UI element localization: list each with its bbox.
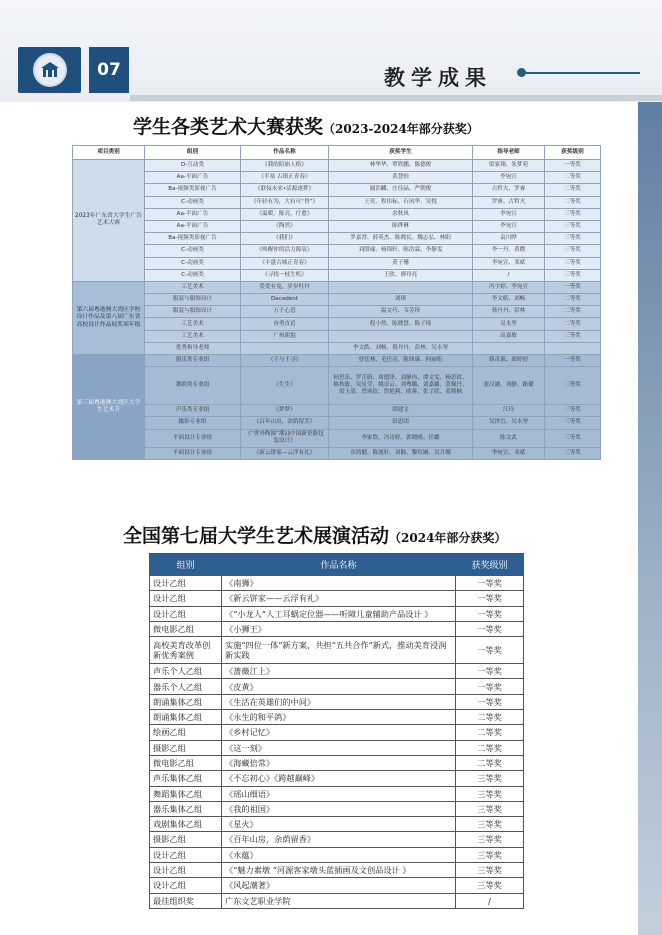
advisor-cell: 梁家翔、朱梦苑 (473, 160, 545, 172)
work-cell: 爱爱有兔，岁岁牡丹 (241, 281, 329, 293)
table-row (150, 694, 524, 709)
heading-rule (522, 72, 640, 74)
exhibition-awards-table (149, 553, 524, 909)
work-cell: 《水蕴》 (222, 847, 456, 862)
group-cell: 舞蹈类专业组 (145, 367, 241, 405)
column-header: 作品名称 (222, 554, 456, 576)
group-cell: C-动画类 (145, 257, 241, 269)
award-cell: 三等奖 (456, 801, 524, 816)
table-row (73, 196, 601, 208)
advisor-cell: / (473, 269, 545, 281)
table-row (150, 606, 524, 621)
work-cell: 《这一刻》 (222, 740, 456, 755)
work-cell: 《年轻有为，大有可“胃”》 (241, 196, 329, 208)
column-header: 获奖级别 (545, 146, 601, 160)
table-row (150, 801, 524, 816)
students-cell: 陈烨琳 (329, 220, 473, 232)
group-cell: Aa-平面广告 (145, 208, 241, 220)
students-cell: 曾廷林、毛任亮、陈伟康、何丽衔 (329, 355, 473, 367)
advisor-cell (473, 342, 545, 354)
table-row (150, 878, 524, 893)
table-row (73, 184, 601, 196)
group-cell: 服装与服饰设计 (145, 294, 241, 306)
group-cell: 声乐类专业组 (145, 405, 241, 417)
work-cell: 广东文艺职业学院 (222, 893, 456, 908)
column-header: 组别 (150, 554, 222, 576)
students-cell (329, 330, 473, 342)
work-cell: 《陶然》 (241, 220, 329, 232)
group-cell: 朗诵集体乙组 (150, 694, 222, 709)
table-row (73, 245, 601, 257)
work-cell: 《“小龙人”人工耳蜗定位器——听障儿童辅助产品设计 》 (222, 606, 456, 621)
work-cell: 《星火》 (222, 817, 456, 832)
award-cell: 一等奖 (545, 355, 601, 367)
award-cell: 二等奖 (456, 710, 524, 725)
table-row (73, 220, 601, 232)
students-cell (329, 281, 473, 293)
award-cell: 一等奖 (456, 621, 524, 636)
group-cell: 设计乙组 (150, 863, 222, 878)
students-cell: 胡建文 (329, 405, 473, 417)
students-cell: 刘殷瑜、杨锦轩、陈浩霖、李静雯 (329, 245, 473, 257)
table-row (73, 417, 601, 429)
work-cell: 《新云饼家—云浮有礼》 (241, 447, 329, 459)
table-row (73, 233, 601, 245)
group-cell: 最佳组织奖 (150, 893, 222, 908)
group-cell: 服装与服饰设计 (145, 306, 241, 318)
category-cell: 第三届粤港澳大湾区大学生艺术节 (73, 355, 145, 460)
award-cell: 二等奖 (456, 740, 524, 755)
table-row (73, 306, 601, 318)
group-cell: 器乐类专业组 (145, 355, 241, 367)
group-cell: 设计乙组 (150, 847, 222, 862)
advisor-cell: 古哲夫、罗睿 (473, 184, 545, 196)
table-row (150, 832, 524, 847)
work-cell: 《唤醒你的活力源泉》 (241, 245, 329, 257)
advisor-cell: 冯宇婷、李宛宣 (473, 281, 545, 293)
table-row (73, 281, 601, 293)
table-row (73, 294, 601, 306)
table-row (73, 405, 601, 417)
column-header: 获奖学生 (329, 146, 473, 160)
advisor-cell: 李宛宣、邓斌 (473, 257, 545, 269)
table-row (150, 847, 524, 862)
award-cell: 三等奖 (545, 330, 601, 342)
table-header-row (150, 554, 524, 576)
group-cell: 设计乙组 (150, 576, 222, 591)
work-cell: 《“魅力素墩 ”河源客家墩头蓝插画及文创品设计 》 (222, 863, 456, 878)
award-cell: 三等奖 (545, 429, 601, 447)
award-cell: 三等奖 (545, 269, 601, 281)
group-cell: 朗诵集体乙组 (150, 710, 222, 725)
award-cell: 三等奖 (545, 405, 601, 417)
award-cell: 一等奖 (456, 664, 524, 679)
group-cell: 设计乙组 (150, 606, 222, 621)
work-cell: 广州新貌 (241, 330, 329, 342)
school-logo (18, 47, 81, 93)
work-cell: 《南狮》 (222, 576, 456, 591)
school-emblem-icon (33, 53, 67, 87)
table-row (73, 447, 601, 459)
award-cell: 二等奖 (545, 294, 601, 306)
group-cell: Aa-平面广告 (145, 172, 241, 184)
work-cell: 《蔷薇江上》 (222, 664, 456, 679)
award-cell: 三等奖 (545, 447, 601, 459)
table-row (150, 863, 524, 878)
students-cell: 何思乐、罗芷蔚、周德泽、刘静冉、谭文雯、杨思钦、陈秋敏、吴星莹、姚卓云、刘粤璐、刘嘉璐、黄佩丹、梁玉清、曾琦钦、詹艳莉、欧蓉、张子欣、邓熙枫 (329, 367, 473, 405)
award-cell: 一等奖 (456, 637, 524, 664)
award-cell: 三等奖 (456, 847, 524, 862)
group-cell: 声乐集体乙组 (150, 771, 222, 786)
group-cell: C-动画类 (145, 196, 241, 208)
work-cell: 《“世外陶源”潮汕中国新瓷器包装设计》 (241, 429, 329, 447)
group-cell: 微电影乙组 (150, 621, 222, 636)
award-cell: 三等奖 (456, 863, 524, 878)
group-cell: 平面设计专业组 (145, 429, 241, 447)
work-cell: 《生生》 (241, 367, 329, 405)
exhibition-subtitle: （2024年部分获奖） (389, 531, 507, 545)
awards-subtitle: （2023-2024年部分获奖） (323, 122, 479, 136)
award-cell: 三等奖 (456, 817, 524, 832)
group-cell: 工艺美术 (145, 318, 241, 330)
table-row (150, 893, 524, 908)
column-header: 项目类别 (73, 146, 145, 160)
group-cell: 设计乙组 (150, 591, 222, 606)
group-cell: Aa-平面广告 (145, 220, 241, 232)
students-cell: 温文巧、韦芳珍 (329, 306, 473, 318)
work-cell: 《半塞 古镇正青春》 (241, 172, 329, 184)
exhibition-title-text: 全国第七届大学生艺术展演活动 (123, 525, 390, 547)
column-header: 指导老师 (473, 146, 545, 160)
work-cell: 《皮黄》 (222, 679, 456, 694)
work-cell: 《瑶山细语》 (222, 786, 456, 801)
advisor-cell: 李宛宣 (473, 208, 545, 220)
award-cell: 三等奖 (545, 245, 601, 257)
table-row (73, 208, 601, 220)
work-cell: 《丰盛古城正青春》 (241, 257, 329, 269)
award-cell: 一等奖 (456, 591, 524, 606)
group-cell: 器乐个人乙组 (150, 679, 222, 694)
work-cell: 《联接未来•活源逐梦》 (241, 184, 329, 196)
work-cell: 《千与千寻》 (241, 355, 329, 367)
group-cell: C-动画类 (145, 245, 241, 257)
table-row (150, 679, 524, 694)
column-header: 组别 (145, 146, 241, 160)
work-cell: 《寻找一枝生机》 (241, 269, 329, 281)
group-cell: 摄影乙组 (150, 740, 222, 755)
table-row (150, 710, 524, 725)
work-cell: 《新云饼家——云浮有礼》 (222, 591, 456, 606)
advisor-cell: 吴永坚 (473, 318, 545, 330)
group-cell: 高校美育改革创新优秀案例 (150, 637, 222, 664)
work-cell: 《我的祖国》 (222, 801, 456, 816)
table-row (73, 269, 601, 281)
advisor-cell: 李文皓、刘畅 (473, 294, 545, 306)
page-number: 07 (89, 47, 129, 93)
exhibition-title (123, 521, 506, 548)
table-row (73, 342, 601, 354)
group-cell: 工艺美术 (145, 330, 241, 342)
work-cell (241, 342, 329, 354)
students-cell: 李家欣、冯诗婷、郭晓晴、任璐 (329, 429, 473, 447)
award-cell: 二等奖 (545, 196, 601, 208)
awards-title (133, 112, 479, 139)
table-row (150, 817, 524, 832)
art-competition-table (72, 145, 601, 460)
award-cell: 三等奖 (456, 878, 524, 893)
advisor-cell: 张汉涵、刘静、路璐 (473, 367, 545, 405)
work-cell: 《梦梦》 (241, 405, 329, 417)
table-row (73, 355, 601, 367)
advisor-cell: 吴泽宜、吴永坚 (473, 417, 545, 429)
work-cell: 《生活在英雄们的中间》 (222, 694, 456, 709)
table-row (150, 740, 524, 755)
work-cell: 《我们》 (241, 233, 329, 245)
side-decoration-strip (638, 102, 662, 935)
group-cell: 器乐集体乙组 (150, 801, 222, 816)
award-cell: 二等奖 (545, 367, 601, 405)
column-header: 作品名称 (241, 146, 329, 160)
students-cell: 王奕、程伟标、石凤华、吴悦 (329, 196, 473, 208)
students-cell: 谢浩麟、庄佳晶、严朝俊 (329, 184, 473, 196)
category-cell: 第六届粤港澳大湾区学校设计作品及第八届广东省高校设计作品展奖项年级 (73, 281, 145, 354)
students-cell: 林华华、覃欣鹏、陈德俊 (329, 160, 473, 172)
award-cell: 二等奖 (456, 725, 524, 740)
advisor-cell: 罗睿、古哲夫 (473, 196, 545, 208)
table-row (73, 172, 601, 184)
award-cell: 二等奖 (456, 755, 524, 770)
work-cell: 《不忘初心》《跨越巅峰》 (222, 771, 456, 786)
award-cell: 二等奖 (545, 172, 601, 184)
work-cell: 万千心意 (241, 306, 329, 318)
advisor-cell: 李宛宣、邓斌 (473, 447, 545, 459)
table-row (73, 367, 601, 405)
group-cell: Ba-视频类影视广告 (145, 184, 241, 196)
advisor-cell: 李宛宣 (473, 220, 545, 232)
award-cell: 三等奖 (456, 771, 524, 786)
award-cell: 二等奖 (545, 184, 601, 196)
award-cell: 三等奖 (545, 257, 601, 269)
table-header-row (73, 146, 601, 160)
table-row (150, 725, 524, 740)
work-cell: 《永生的和平鸽》 (222, 710, 456, 725)
group-cell: 戏剧集体乙组 (150, 817, 222, 832)
students-cell: 王欣、廖玲亮 (329, 269, 473, 281)
students-cell: 倪小然、陈晓慧、陈子琦 (329, 318, 473, 330)
work-cell: 《乡村记忆》 (222, 725, 456, 740)
table-row (73, 318, 601, 330)
table-row (150, 576, 524, 591)
work-cell: 《风起潮著》 (222, 878, 456, 893)
advisor-cell: 袁川晔 (473, 233, 545, 245)
table-row (150, 621, 524, 636)
work-cell: 实施“四位一体”新方案，共担“五共合作”新式，推动美育浸润新实践 (222, 637, 456, 664)
award-cell: 一等奖 (545, 281, 601, 293)
award-cell: 一等奖 (456, 606, 524, 621)
table-row (150, 771, 524, 786)
advisor-cell: 蔡丹丹、彭林 (473, 306, 545, 318)
group-cell: 工艺美术 (145, 281, 241, 293)
work-cell: 《百年山房，余荫留芳》 (241, 417, 329, 429)
award-cell: 三等奖 (545, 208, 601, 220)
award-cell: 三等奖 (456, 832, 524, 847)
table-row (73, 257, 601, 269)
group-cell: 平面设计专业组 (145, 447, 241, 459)
work-cell: 《小狮王》 (222, 621, 456, 636)
group-cell: C-动画类 (145, 269, 241, 281)
advisor-cell: 蔡奇源、邱婷婷 (473, 355, 545, 367)
advisor-cell: 陈文武 (473, 429, 545, 447)
advisor-cell: 李宛宣 (473, 172, 545, 184)
award-cell (545, 342, 601, 354)
advisor-cell: 江玲 (473, 405, 545, 417)
category-cell: 2023年广东省大学生广告艺术大赛 (73, 160, 145, 282)
column-header: 获奖级别 (456, 554, 524, 576)
award-cell: 三等奖 (456, 786, 524, 801)
table-row (73, 429, 601, 447)
work-cell: 《我的陪崩人格》 (241, 160, 329, 172)
award-cell: 三等奖 (545, 417, 601, 429)
students-cell: 李文皓、刘畅、蔡丹丹、彭林、吴永坚 (329, 342, 473, 354)
students-cell: 田思团 (329, 417, 473, 429)
work-cell: 《海藏倍常》 (222, 755, 456, 770)
students-cell: 章鸿健、陈逸轩、刘颖、黎钰娴、吴月娜 (329, 447, 473, 459)
students-cell: 余秋凤 (329, 208, 473, 220)
work-cell: 《温暖、陈亮、疗愈》 (241, 208, 329, 220)
advisor-cell: 李一丹、黄微 (473, 245, 545, 257)
group-cell: 设计乙组 (150, 878, 222, 893)
award-cell: 一等奖 (456, 576, 524, 591)
award-cell: / (456, 893, 524, 908)
table-row (150, 591, 524, 606)
group-cell: 微电影乙组 (150, 755, 222, 770)
students-cell: 罗嘉澄、薛英杰、陈晓民、魏志弘、林阳 (329, 233, 473, 245)
table-row (150, 755, 524, 770)
group-cell: Ba-视频类影视广告 (145, 233, 241, 245)
awards-title-text: 学生各类艺术大赛获奖 (133, 116, 324, 138)
award-cell: 三等奖 (545, 220, 601, 232)
award-cell: 二等奖 (545, 318, 601, 330)
students-cell: 黄慧怡 (329, 172, 473, 184)
award-cell: 一等奖 (456, 679, 524, 694)
work-cell: Decadent (241, 294, 329, 306)
students-cell: 黄子珊 (329, 257, 473, 269)
table-row (73, 160, 601, 172)
award-cell: 二等奖 (545, 306, 601, 318)
group-cell: D-互动类 (145, 160, 241, 172)
advisor-cell: 高嘉敏 (473, 330, 545, 342)
group-cell: 摄影乙组 (150, 832, 222, 847)
table-row (150, 786, 524, 801)
students-cell: 刘琪 (329, 294, 473, 306)
table-row (150, 637, 524, 664)
table-row (73, 330, 601, 342)
work-cell: 奋勇直追 (241, 318, 329, 330)
group-cell: 声乐个人乙组 (150, 664, 222, 679)
award-cell: 一等奖 (545, 160, 601, 172)
group-cell: 摄影专业组 (145, 417, 241, 429)
section-heading: 教学成果 (384, 65, 492, 90)
award-cell: 三等奖 (545, 233, 601, 245)
group-cell: 舞蹈集体乙组 (150, 786, 222, 801)
award-cell: 一等奖 (456, 694, 524, 709)
table-row (150, 664, 524, 679)
header-divider (130, 95, 662, 101)
group-cell: 优秀指导老师 (145, 342, 241, 354)
group-cell: 绘画乙组 (150, 725, 222, 740)
work-cell: 《百年山房，余荫留香》 (222, 832, 456, 847)
